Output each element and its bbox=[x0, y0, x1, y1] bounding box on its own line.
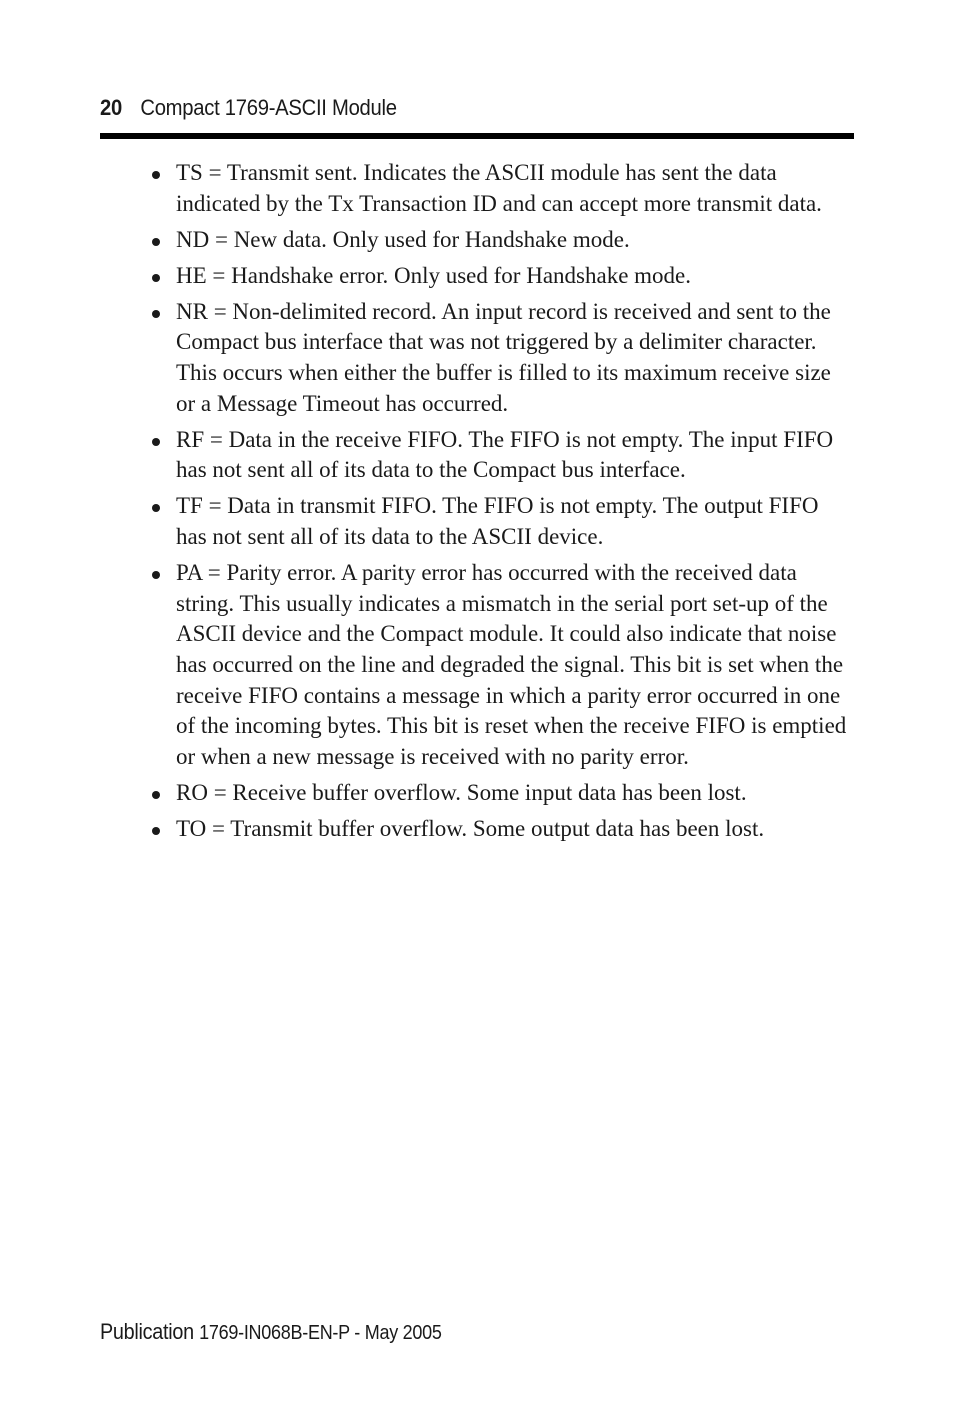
publication-footer bbox=[100, 1318, 442, 1347]
list-item-text: RF = Data in the receive FIFO. The FIFO is not empty. The input FIFO has not sent all of its data to the Compact bus interface. bbox=[176, 426, 834, 483]
running-header-title: Compact 1769-ASCII Module bbox=[140, 95, 397, 120]
header-rule bbox=[100, 133, 854, 139]
bullet-icon bbox=[152, 238, 160, 246]
list-item-text: NR = Non-delimited record. An input record is received and sent to the Compact bus interface that was not triggered by a delimiter character. This occurs when either the buffer is filled to its maximum receive size or a Message Timeout has occurred. bbox=[176, 298, 831, 416]
bullet-icon bbox=[152, 310, 160, 318]
list-item bbox=[150, 558, 852, 772]
list-item-text: TS = Transmit sent. Indicates the ASCII module has sent the data indicated by the Tx Transaction ID and can accept more transmit data. bbox=[176, 160, 822, 216]
list-item bbox=[150, 261, 852, 292]
bullet-icon bbox=[152, 571, 160, 579]
footer-label: Publication bbox=[100, 1319, 194, 1344]
list-item bbox=[150, 158, 852, 219]
list-item bbox=[150, 814, 852, 845]
bullet-icon bbox=[152, 827, 160, 835]
running-header bbox=[100, 94, 397, 122]
page-number: 20 bbox=[100, 95, 122, 120]
list-item bbox=[150, 778, 852, 809]
publication-code: 1769-IN068B-EN-P - May 2005 bbox=[199, 1322, 442, 1344]
list-item bbox=[150, 491, 852, 552]
list-item bbox=[150, 297, 852, 419]
bullet-icon bbox=[152, 274, 160, 282]
bullet-icon bbox=[152, 504, 160, 512]
list-item-text: PA = Parity error. A parity error has occurred with the received data string. This usually indicates a mismatch in the serial port set-up of the ASCII device and the Compact module. It could also indicate that noise has occurred on the line and degraded the signal. This bit is set when the receive FIFO contains a message in which a parity error occurred in one of the incoming bytes. This bit is reset when the receive FIFO is emptied or when a new message is received with no parity error. bbox=[176, 560, 847, 769]
bullet-icon bbox=[152, 791, 160, 799]
list-item bbox=[150, 225, 852, 256]
list-item bbox=[150, 425, 852, 486]
status-bit-list bbox=[150, 158, 852, 850]
list-item-text: RO = Receive buffer overflow. Some input data has been lost. bbox=[176, 779, 747, 805]
list-item-text: TF = Data in transmit FIFO. The FIFO is not empty. The output FIFO has not sent all of its data to the ASCII device. bbox=[176, 493, 819, 550]
list-item-text: TO = Transmit buffer overflow. Some output data has been lost. bbox=[176, 815, 765, 841]
list-item-text: HE = Handshake error. Only used for Handshake mode. bbox=[176, 262, 691, 288]
bullet-icon bbox=[152, 438, 160, 446]
bullet-icon bbox=[152, 171, 160, 179]
list-item-text: ND = New data. Only used for Handshake mode. bbox=[176, 226, 630, 252]
